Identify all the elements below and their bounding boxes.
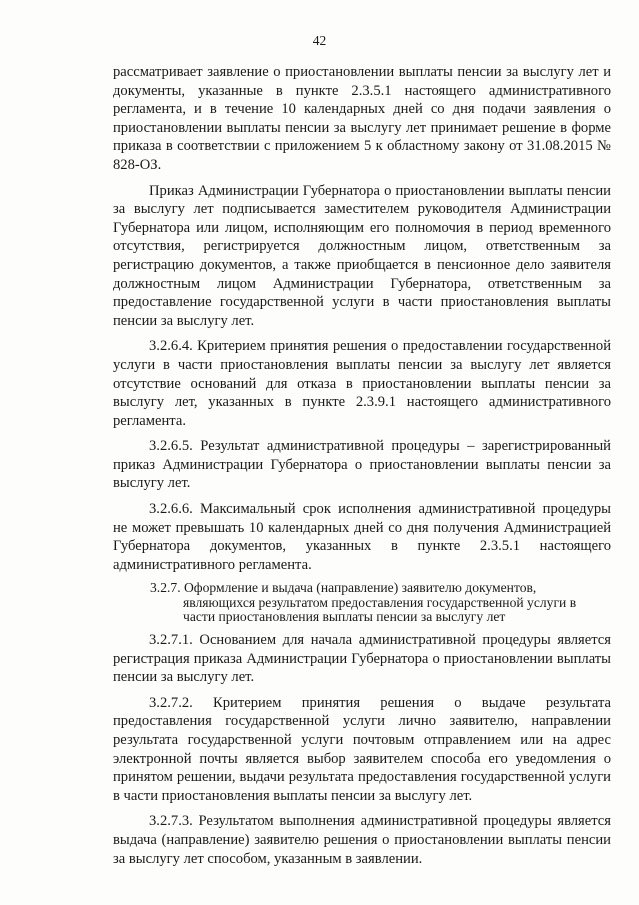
paragraph-3-2-6-5: 3.2.6.5. Результат административной процедуры – зарегистрированный приказ Администрации Губернатора о приостановлении выплаты пенсии за выслугу лет. (113, 438, 611, 492)
section-heading-line-2: являющихся результатом предоставления государственной услуги в (183, 594, 577, 610)
page-number: 42 (312, 33, 327, 48)
document-body (113, 63, 611, 868)
paragraph-3-2-7-3: 3.2.7.3. Результатом выполнения административной процедуры является выдача (направление) заявителю решения о приостановлении выплаты пенсии за выслугу лет способом, указанным в заявлении. (113, 813, 611, 867)
paragraph-continuation: рассматривает заявление о приостановлении выплаты пенсии за выслугу лет и документы, указанные в пункте 2.3.5.1 настоящего административного регламента, и в течение 10 календарных дней со дня подачи заявления о приостановлении выплаты пенсии за выслугу лет принимает решение в форме приказа в соответствии с приложением 5 к областному закону от 31.08.2015 № 828-ОЗ. (113, 64, 611, 173)
paragraph-3-2-7-2: 3.2.7.2. Критерием принятия решения о выдаче результата предоставления государственной услуги лично заявителю, направлении результата государственной услуги почтовым отправлением или на адрес электронной почты является выбор заявителем способа его уведомления о принятом решении, выдачи результата предоставления государственной услуги в части приостановления выплаты пенсии за выслугу лет. (113, 694, 611, 804)
paragraph-3-2-6-6: 3.2.6.6. Максимальный срок исполнения административной процедуры не может превышать 10 календарных дней со дня получения Администрацией Губернатора документов, указанных в пункте 2.3.5.1 настоящего административного регламента. (113, 501, 611, 573)
paragraph-3-2-7-1: 3.2.7.1. Основанием для начала административной процедуры является регистрация приказа Администрации Губернатора о приостановлении выплаты пенсии за выслугу лет. (113, 632, 611, 686)
section-heading-line-1: 3.2.7. Оформление и выдача (направление) заявителю документов, (150, 580, 537, 596)
paragraph-3-2-6-4: 3.2.6.4. Критерием принятия решения о предоставлении государственной услуги в части приостановления выплаты пенсии за выслугу лет является отсутствие оснований для отказа в приостановлении выплаты пенсии за выслугу лет, указанных в пункте 2.3.9.1 настоящего административного регламента. (113, 338, 611, 429)
section-heading-3-2-7 (113, 581, 611, 624)
paragraph-order-signing: Приказ Администрации Губернатора о приостановлении выплаты пенсии за выслугу лет подписывается заместителем руководителя Администрации Губернатора или лицом, исполняющим его полномочия в период временного отсутствия, регистрируется должностным лицом, ответственным за регистрацию документов, а также приобщается в пенсионное дело заявителя должностным лицом Администрации Губернатора, ответственным за предоставление государственной услуги в части приостановления выплаты пенсии за выслугу лет. (113, 182, 611, 329)
section-heading-line-3: части приостановления выплаты пенсии за выслугу лет (183, 608, 506, 624)
